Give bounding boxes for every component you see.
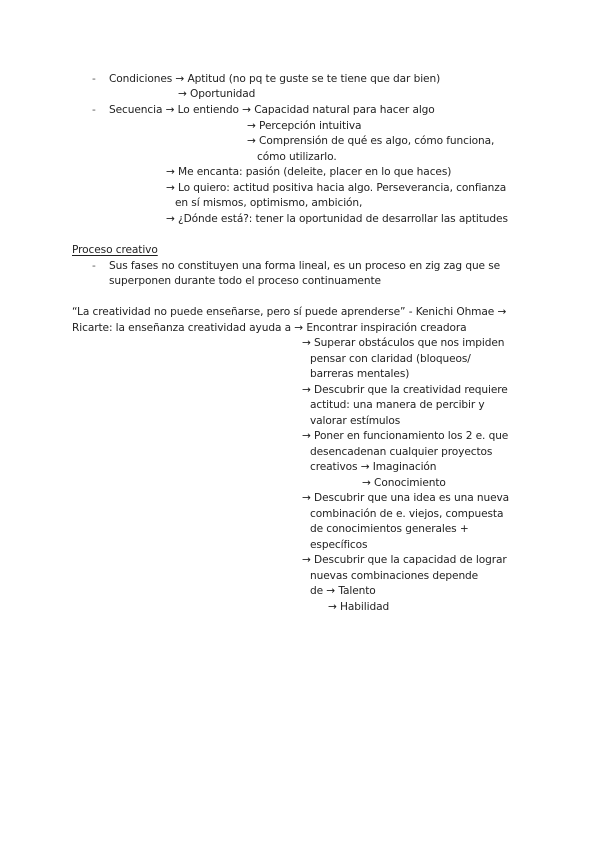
text-line: → Lo quiero: actitud positiva hacia algo. Perseverancia, confianza bbox=[166, 182, 507, 194]
text-line: cómo utilizarlo. bbox=[257, 151, 337, 163]
text-line: superponen durante todo el proceso continuamente bbox=[109, 275, 381, 287]
text-line: → Percepción intuitiva bbox=[247, 120, 362, 132]
text-line: de → Talento bbox=[310, 585, 376, 597]
text-line: → ¿Dónde está?: tener la oportunidad de desarrollar las aptitudes bbox=[166, 213, 508, 225]
text-line: → Descubrir que una idea es una nueva bbox=[302, 492, 510, 504]
text-line: creativos → Imaginación bbox=[310, 461, 437, 473]
text-line: combinación de e. viejos, compuesta bbox=[310, 508, 504, 520]
text-line: → Me encanta: pasión (deleite, placer en lo que haces) bbox=[166, 166, 452, 178]
text-line: → Habilidad bbox=[328, 601, 390, 613]
text-line: Secuencia → Lo entiendo → Capacidad natural para hacer algo bbox=[109, 104, 435, 116]
bullet-dash: - bbox=[92, 104, 96, 116]
text-line: → Oportunidad bbox=[178, 88, 256, 100]
text-line: → Superar obstáculos que nos impiden bbox=[302, 337, 505, 349]
section-heading: Proceso creativo bbox=[72, 244, 158, 256]
text-line: en sí mismos, optimismo, ambición, bbox=[175, 197, 363, 209]
text-line: actitud: una manera de percibir y bbox=[310, 399, 485, 411]
text-line: Ricarte: la enseñanza creatividad ayuda a → Encontrar inspiración creadora bbox=[72, 322, 467, 334]
text-line: pensar con claridad (bloqueos/ bbox=[310, 353, 471, 365]
text-line: → Poner en funcionamiento los 2 e. que bbox=[302, 430, 509, 442]
text-line: valorar estímulos bbox=[310, 415, 401, 427]
text-line: Sus fases no constituyen una forma lineal, es un proceso en zig zag que se bbox=[109, 260, 501, 272]
text-line: → Descubrir que la capacidad de lograr bbox=[302, 554, 507, 566]
text-line: nuevas combinaciones depende bbox=[310, 570, 479, 582]
text-line: desencadenan cualquier proyectos bbox=[310, 446, 493, 458]
text-line: Condiciones → Aptitud (no pq te guste se te tiene que dar bien) bbox=[109, 73, 441, 85]
text-line: → Conocimiento bbox=[362, 477, 446, 489]
text-line: de conocimientos generales + bbox=[310, 523, 469, 535]
text-line: → Descubrir que la creatividad requiere bbox=[302, 384, 508, 396]
text-line: específicos bbox=[310, 539, 368, 551]
bullet-dash: - bbox=[92, 260, 96, 272]
bullet-dash: - bbox=[92, 73, 96, 85]
text-line: barreras mentales) bbox=[310, 368, 410, 380]
quote-line: “La creatividad no puede enseñarse, pero sí puede aprenderse” - Kenichi Ohmae → bbox=[72, 306, 507, 318]
text-line: → Comprensión de qué es algo, cómo funciona, bbox=[247, 135, 495, 147]
